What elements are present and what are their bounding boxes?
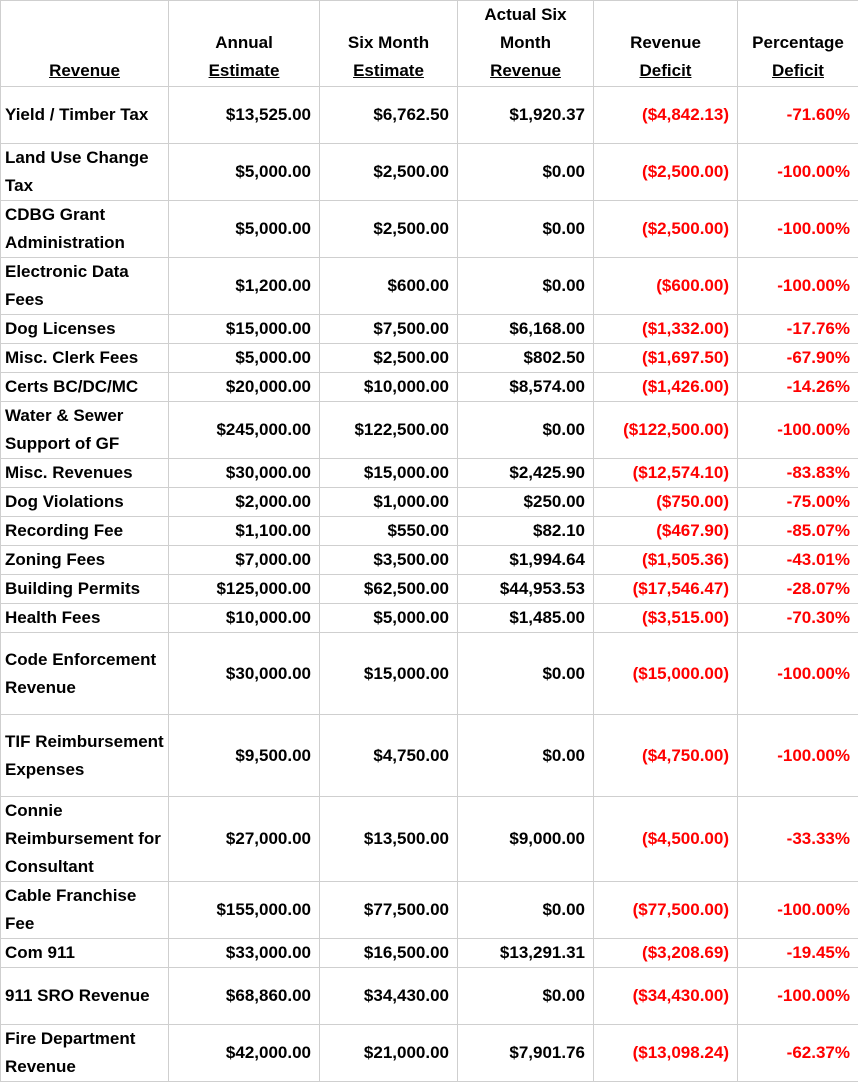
annual-estimate-cell: $1,200.00 [169,258,320,315]
six-month-estimate-cell: $34,430.00 [320,968,458,1025]
table-row [1,968,858,1025]
revenue-deficit-cell: ($34,430.00) [594,968,738,1025]
annual-estimate-cell: $10,000.00 [169,604,320,633]
percentage-deficit-cell: -28.07% [738,575,858,604]
percentage-deficit-cell: -75.00% [738,488,858,517]
percentage-deficit-cell: -67.90% [738,344,858,373]
row-label: Certs BC/DC/MC [1,373,169,402]
six-month-estimate-cell: $16,500.00 [320,939,458,968]
table-row [1,546,858,575]
six-month-estimate-cell: $3,500.00 [320,546,458,575]
header-actual-six-month-revenue: Actual Six Month Revenue [458,1,594,87]
actual-revenue-cell: $0.00 [458,633,594,715]
table-row [1,87,858,144]
percentage-deficit-cell: -100.00% [738,258,858,315]
annual-estimate-cell: $5,000.00 [169,344,320,373]
six-month-estimate-cell: $62,500.00 [320,575,458,604]
revenue-deficit-cell: ($3,208.69) [594,939,738,968]
percentage-deficit-cell: -33.33% [738,797,858,882]
annual-estimate-cell: $9,500.00 [169,715,320,797]
annual-estimate-cell: $155,000.00 [169,882,320,939]
table-row [1,488,858,517]
six-month-estimate-cell: $15,000.00 [320,459,458,488]
annual-estimate-cell: $5,000.00 [169,144,320,201]
table-row [1,402,858,459]
percentage-deficit-cell: -100.00% [738,968,858,1025]
actual-revenue-cell: $1,994.64 [458,546,594,575]
table-row [1,517,858,546]
table-row [1,715,858,797]
table-row [1,575,858,604]
actual-revenue-cell: $8,574.00 [458,373,594,402]
revenue-deficit-cell: ($2,500.00) [594,144,738,201]
row-label: Misc. Revenues [1,459,169,488]
percentage-deficit-cell: -100.00% [738,715,858,797]
actual-revenue-cell: $0.00 [458,968,594,1025]
table-row [1,1025,858,1082]
revenue-deficit-cell: ($12,574.10) [594,459,738,488]
revenue-deficit-cell: ($4,750.00) [594,715,738,797]
percentage-deficit-cell: -17.76% [738,315,858,344]
annual-estimate-cell: $27,000.00 [169,797,320,882]
percentage-deficit-cell: -100.00% [738,144,858,201]
six-month-estimate-cell: $10,000.00 [320,373,458,402]
six-month-estimate-cell: $7,500.00 [320,315,458,344]
six-month-estimate-cell: $600.00 [320,258,458,315]
percentage-deficit-cell: -71.60% [738,87,858,144]
row-label: Dog Licenses [1,315,169,344]
row-label: Fire Department Revenue [1,1025,169,1082]
actual-revenue-cell: $2,425.90 [458,459,594,488]
actual-revenue-cell: $9,000.00 [458,797,594,882]
annual-estimate-cell: $20,000.00 [169,373,320,402]
row-label: Health Fees [1,604,169,633]
annual-estimate-cell: $30,000.00 [169,459,320,488]
six-month-estimate-cell: $5,000.00 [320,604,458,633]
row-label: Misc. Clerk Fees [1,344,169,373]
header-row [1,1,858,87]
six-month-estimate-cell: $550.00 [320,517,458,546]
actual-revenue-cell: $82.10 [458,517,594,546]
row-label: Zoning Fees [1,546,169,575]
six-month-estimate-cell: $2,500.00 [320,344,458,373]
row-label: Connie Reimbursement for Consultant [1,797,169,882]
header-six-month-estimate: Six Month Estimate [320,1,458,87]
annual-estimate-cell: $30,000.00 [169,633,320,715]
percentage-deficit-cell: -70.30% [738,604,858,633]
actual-revenue-cell: $0.00 [458,201,594,258]
table-row [1,344,858,373]
row-label: Cable Franchise Fee [1,882,169,939]
actual-revenue-cell: $13,291.31 [458,939,594,968]
annual-estimate-cell: $13,525.00 [169,87,320,144]
percentage-deficit-cell: -100.00% [738,201,858,258]
annual-estimate-cell: $15,000.00 [169,315,320,344]
actual-revenue-cell: $1,920.37 [458,87,594,144]
annual-estimate-cell: $125,000.00 [169,575,320,604]
actual-revenue-cell: $44,953.53 [458,575,594,604]
revenue-deficit-cell: ($1,505.36) [594,546,738,575]
table-row [1,144,858,201]
row-label: Yield / Timber Tax [1,87,169,144]
six-month-estimate-cell: $1,000.00 [320,488,458,517]
revenue-deficit-cell: ($1,332.00) [594,315,738,344]
revenue-deficit-cell: ($122,500.00) [594,402,738,459]
percentage-deficit-cell: -83.83% [738,459,858,488]
row-label: Code Enforcement Revenue [1,633,169,715]
revenue-deficit-cell: ($4,842.13) [594,87,738,144]
six-month-estimate-cell: $21,000.00 [320,1025,458,1082]
annual-estimate-cell: $68,860.00 [169,968,320,1025]
annual-estimate-cell: $7,000.00 [169,546,320,575]
header-revenue: Revenue [1,1,169,87]
actual-revenue-cell: $1,485.00 [458,604,594,633]
table-row [1,939,858,968]
six-month-estimate-cell: $15,000.00 [320,633,458,715]
actual-revenue-cell: $0.00 [458,715,594,797]
percentage-deficit-cell: -14.26% [738,373,858,402]
annual-estimate-cell: $245,000.00 [169,402,320,459]
table-row [1,797,858,882]
revenue-deficit-cell: ($77,500.00) [594,882,738,939]
revenue-deficit-cell: ($600.00) [594,258,738,315]
row-label: Com 911 [1,939,169,968]
table-row [1,633,858,715]
table-row [1,258,858,315]
header-percentage-deficit: Percentage Deficit [738,1,858,87]
revenue-deficit-cell: ($1,697.50) [594,344,738,373]
revenue-deficit-cell: ($467.90) [594,517,738,546]
six-month-estimate-cell: $122,500.00 [320,402,458,459]
percentage-deficit-cell: -85.07% [738,517,858,546]
actual-revenue-cell: $0.00 [458,258,594,315]
table-row [1,315,858,344]
row-label: TIF Reimbursement Expenses [1,715,169,797]
annual-estimate-cell: $33,000.00 [169,939,320,968]
annual-estimate-cell: $1,100.00 [169,517,320,546]
six-month-estimate-cell: $6,762.50 [320,87,458,144]
table-row [1,201,858,258]
actual-revenue-cell: $6,168.00 [458,315,594,344]
six-month-estimate-cell: $2,500.00 [320,201,458,258]
actual-revenue-cell: $802.50 [458,344,594,373]
row-label: Electronic Data Fees [1,258,169,315]
actual-revenue-cell: $0.00 [458,402,594,459]
six-month-estimate-cell: $13,500.00 [320,797,458,882]
row-label: Water & Sewer Support of GF [1,402,169,459]
table-row [1,882,858,939]
row-label: Building Permits [1,575,169,604]
revenue-deficit-cell: ($4,500.00) [594,797,738,882]
actual-revenue-cell: $7,901.76 [458,1025,594,1082]
row-label: Dog Violations [1,488,169,517]
row-label: CDBG Grant Administration [1,201,169,258]
percentage-deficit-cell: -100.00% [738,402,858,459]
revenue-deficit-cell: ($3,515.00) [594,604,738,633]
row-label: 911 SRO Revenue [1,968,169,1025]
actual-revenue-cell: $250.00 [458,488,594,517]
six-month-estimate-cell: $2,500.00 [320,144,458,201]
row-label: Recording Fee [1,517,169,546]
percentage-deficit-cell: -100.00% [738,633,858,715]
annual-estimate-cell: $5,000.00 [169,201,320,258]
six-month-estimate-cell: $77,500.00 [320,882,458,939]
revenue-deficit-cell: ($15,000.00) [594,633,738,715]
percentage-deficit-cell: -100.00% [738,882,858,939]
actual-revenue-cell: $0.00 [458,882,594,939]
table-row [1,373,858,402]
percentage-deficit-cell: -62.37% [738,1025,858,1082]
revenue-deficit-cell: ($2,500.00) [594,201,738,258]
revenue-deficit-cell: ($17,546.47) [594,575,738,604]
six-month-estimate-cell: $4,750.00 [320,715,458,797]
annual-estimate-cell: $2,000.00 [169,488,320,517]
table-row [1,604,858,633]
percentage-deficit-cell: -19.45% [738,939,858,968]
row-label: Land Use Change Tax [1,144,169,201]
revenue-deficit-cell: ($750.00) [594,488,738,517]
header-annual-estimate: Annual Estimate [169,1,320,87]
header-revenue-deficit: Revenue Deficit [594,1,738,87]
revenue-deficit-cell: ($1,426.00) [594,373,738,402]
table-row [1,459,858,488]
actual-revenue-cell: $0.00 [458,144,594,201]
revenue-deficit-cell: ($13,098.24) [594,1025,738,1082]
annual-estimate-cell: $42,000.00 [169,1025,320,1082]
percentage-deficit-cell: -43.01% [738,546,858,575]
